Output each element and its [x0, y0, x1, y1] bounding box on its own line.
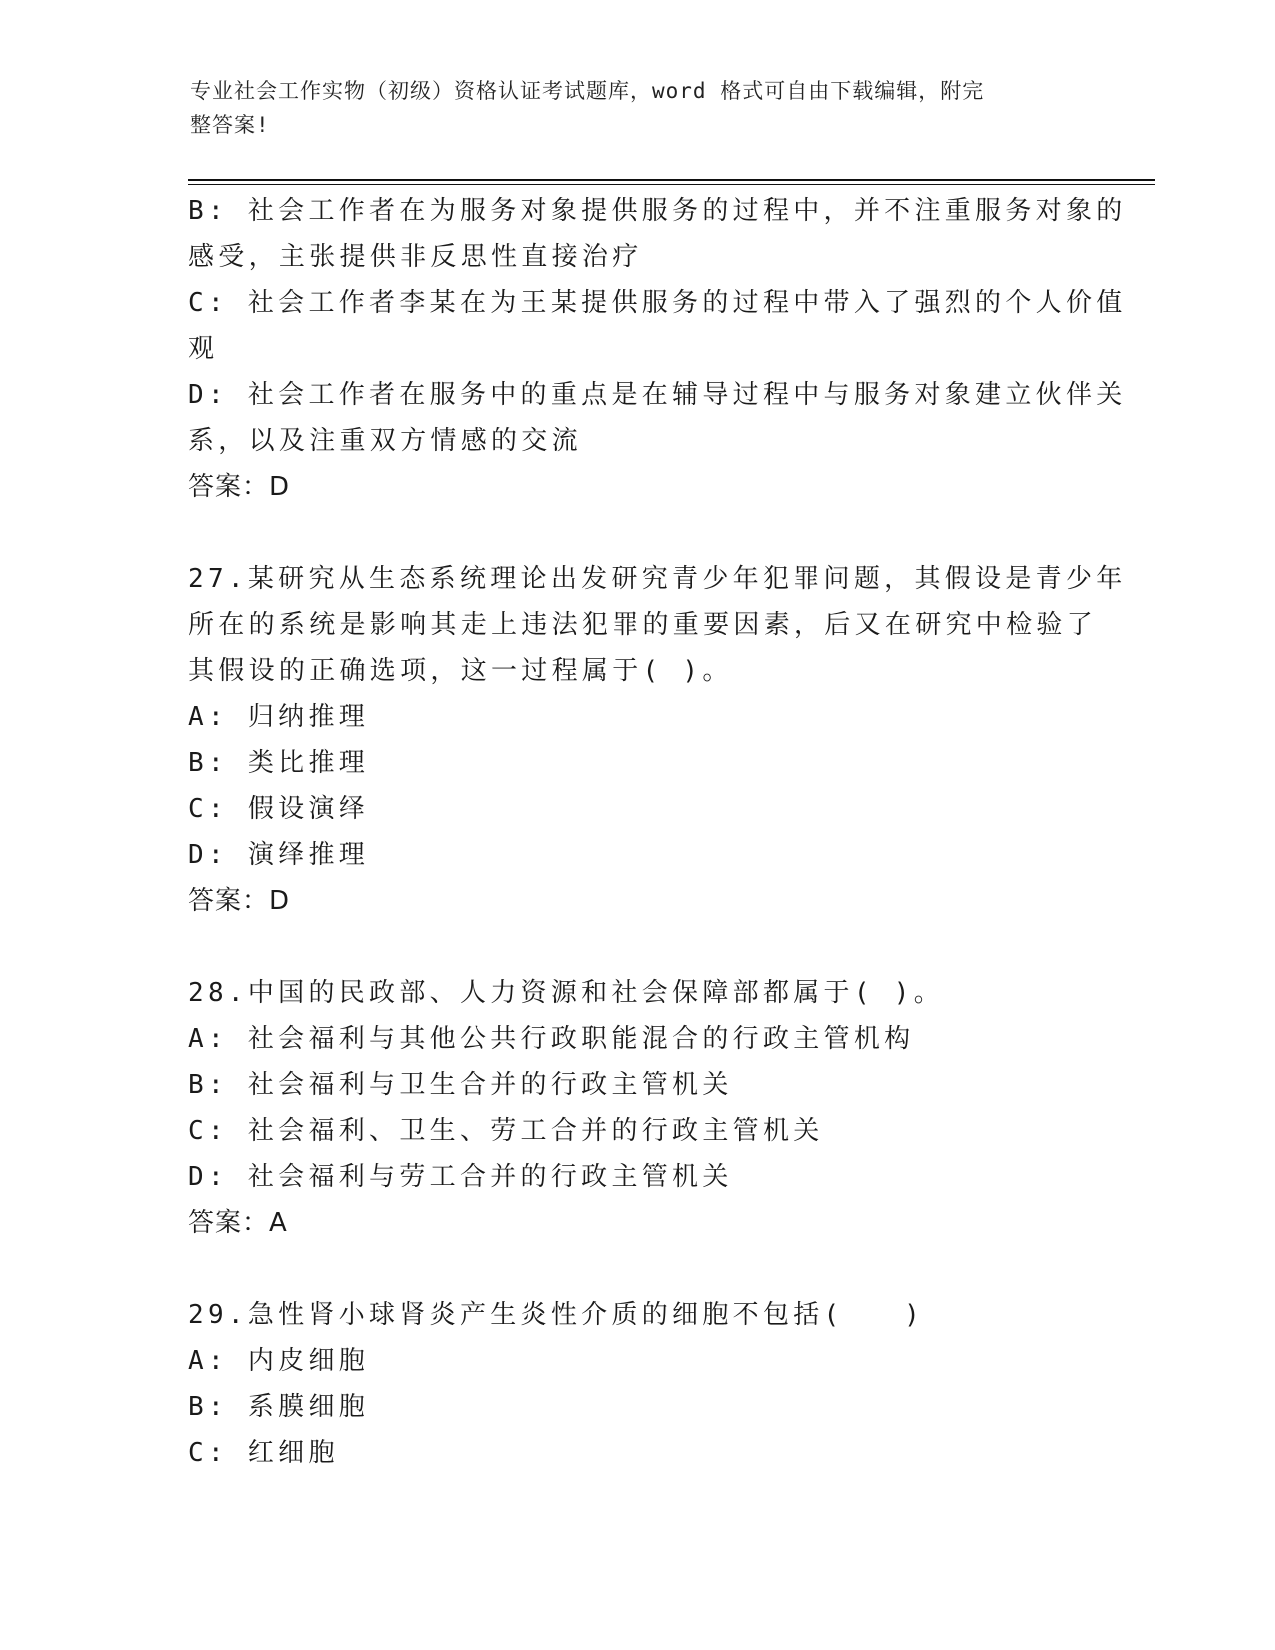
- option-a: A: 内皮细胞: [188, 1346, 370, 1376]
- answer: 答案：D: [188, 472, 291, 502]
- option-b: B: 系膜细胞: [188, 1392, 370, 1422]
- option-b-line-2: 感受，主张提供非反思性直接治疗: [188, 242, 643, 272]
- option-b-line-1: B: 社会工作者在为服务对象提供服务的过程中，并不注重服务对象的: [188, 196, 1127, 226]
- header-line-1: 专业社会工作实物（初级）资格认证考试题库，word 格式可自由下载编辑，附完: [190, 79, 985, 103]
- question-27: [188, 556, 1127, 924]
- option-c-line-2: 观: [188, 334, 219, 364]
- header-rule-thick: [188, 179, 1155, 181]
- answer: 答案：A: [188, 1208, 288, 1238]
- option-a: A: 归纳推理: [188, 702, 370, 732]
- option-d-line-1: D: 社会工作者在服务中的重点是在辅导过程中与服务对象建立伙伴关: [188, 380, 1127, 410]
- header-rule-thin: [188, 184, 1155, 185]
- document-body: [188, 188, 1127, 1476]
- spacer: [188, 1246, 1088, 1292]
- option-c: C: 红细胞: [188, 1438, 339, 1468]
- question-stem-line-1: 27.某研究从生态系统理论出发研究青少年犯罪问题，其假设是青少年: [188, 564, 1127, 594]
- document-header: [190, 74, 1080, 142]
- option-c-line-1: C: 社会工作者李某在为王某提供服务的过程中带入了强烈的个人价值: [188, 288, 1127, 318]
- question-28: [188, 970, 1088, 1246]
- option-d-line-2: 系，以及注重双方情感的交流: [188, 426, 582, 456]
- option-b: B: 社会福利与卫生合并的行政主管机关: [188, 1070, 733, 1100]
- header-line-2: 整答案!: [190, 113, 270, 137]
- spacer: [188, 924, 1088, 970]
- option-d: D: 社会福利与劳工合并的行政主管机关: [188, 1162, 733, 1192]
- option-a: A: 社会福利与其他公共行政职能混合的行政主管机构: [188, 1024, 915, 1054]
- question-stem: 29.急性肾小球肾炎产生炎性介质的细胞不包括( ): [188, 1300, 925, 1330]
- option-c: C: 社会福利、卫生、劳工合并的行政主管机关: [188, 1116, 824, 1146]
- question-29: [188, 1292, 1088, 1476]
- option-c: C: 假设演绎: [188, 794, 370, 824]
- question-stem: 28.中国的民政部、人力资源和社会保障部都属于( )。: [188, 978, 945, 1008]
- option-b: B: 类比推理: [188, 748, 370, 778]
- question-stem-line-2: 所在的系统是影响其走上违法犯罪的重要因素，后又在研究中检验了: [188, 610, 1098, 640]
- question-stem-line-3: 其假设的正确选项，这一过程属于( )。: [188, 656, 733, 686]
- option-d: D: 演绎推理: [188, 840, 370, 870]
- answer: 答案：D: [188, 886, 291, 916]
- spacer: [188, 510, 1088, 556]
- question-26-tail: [188, 188, 1127, 510]
